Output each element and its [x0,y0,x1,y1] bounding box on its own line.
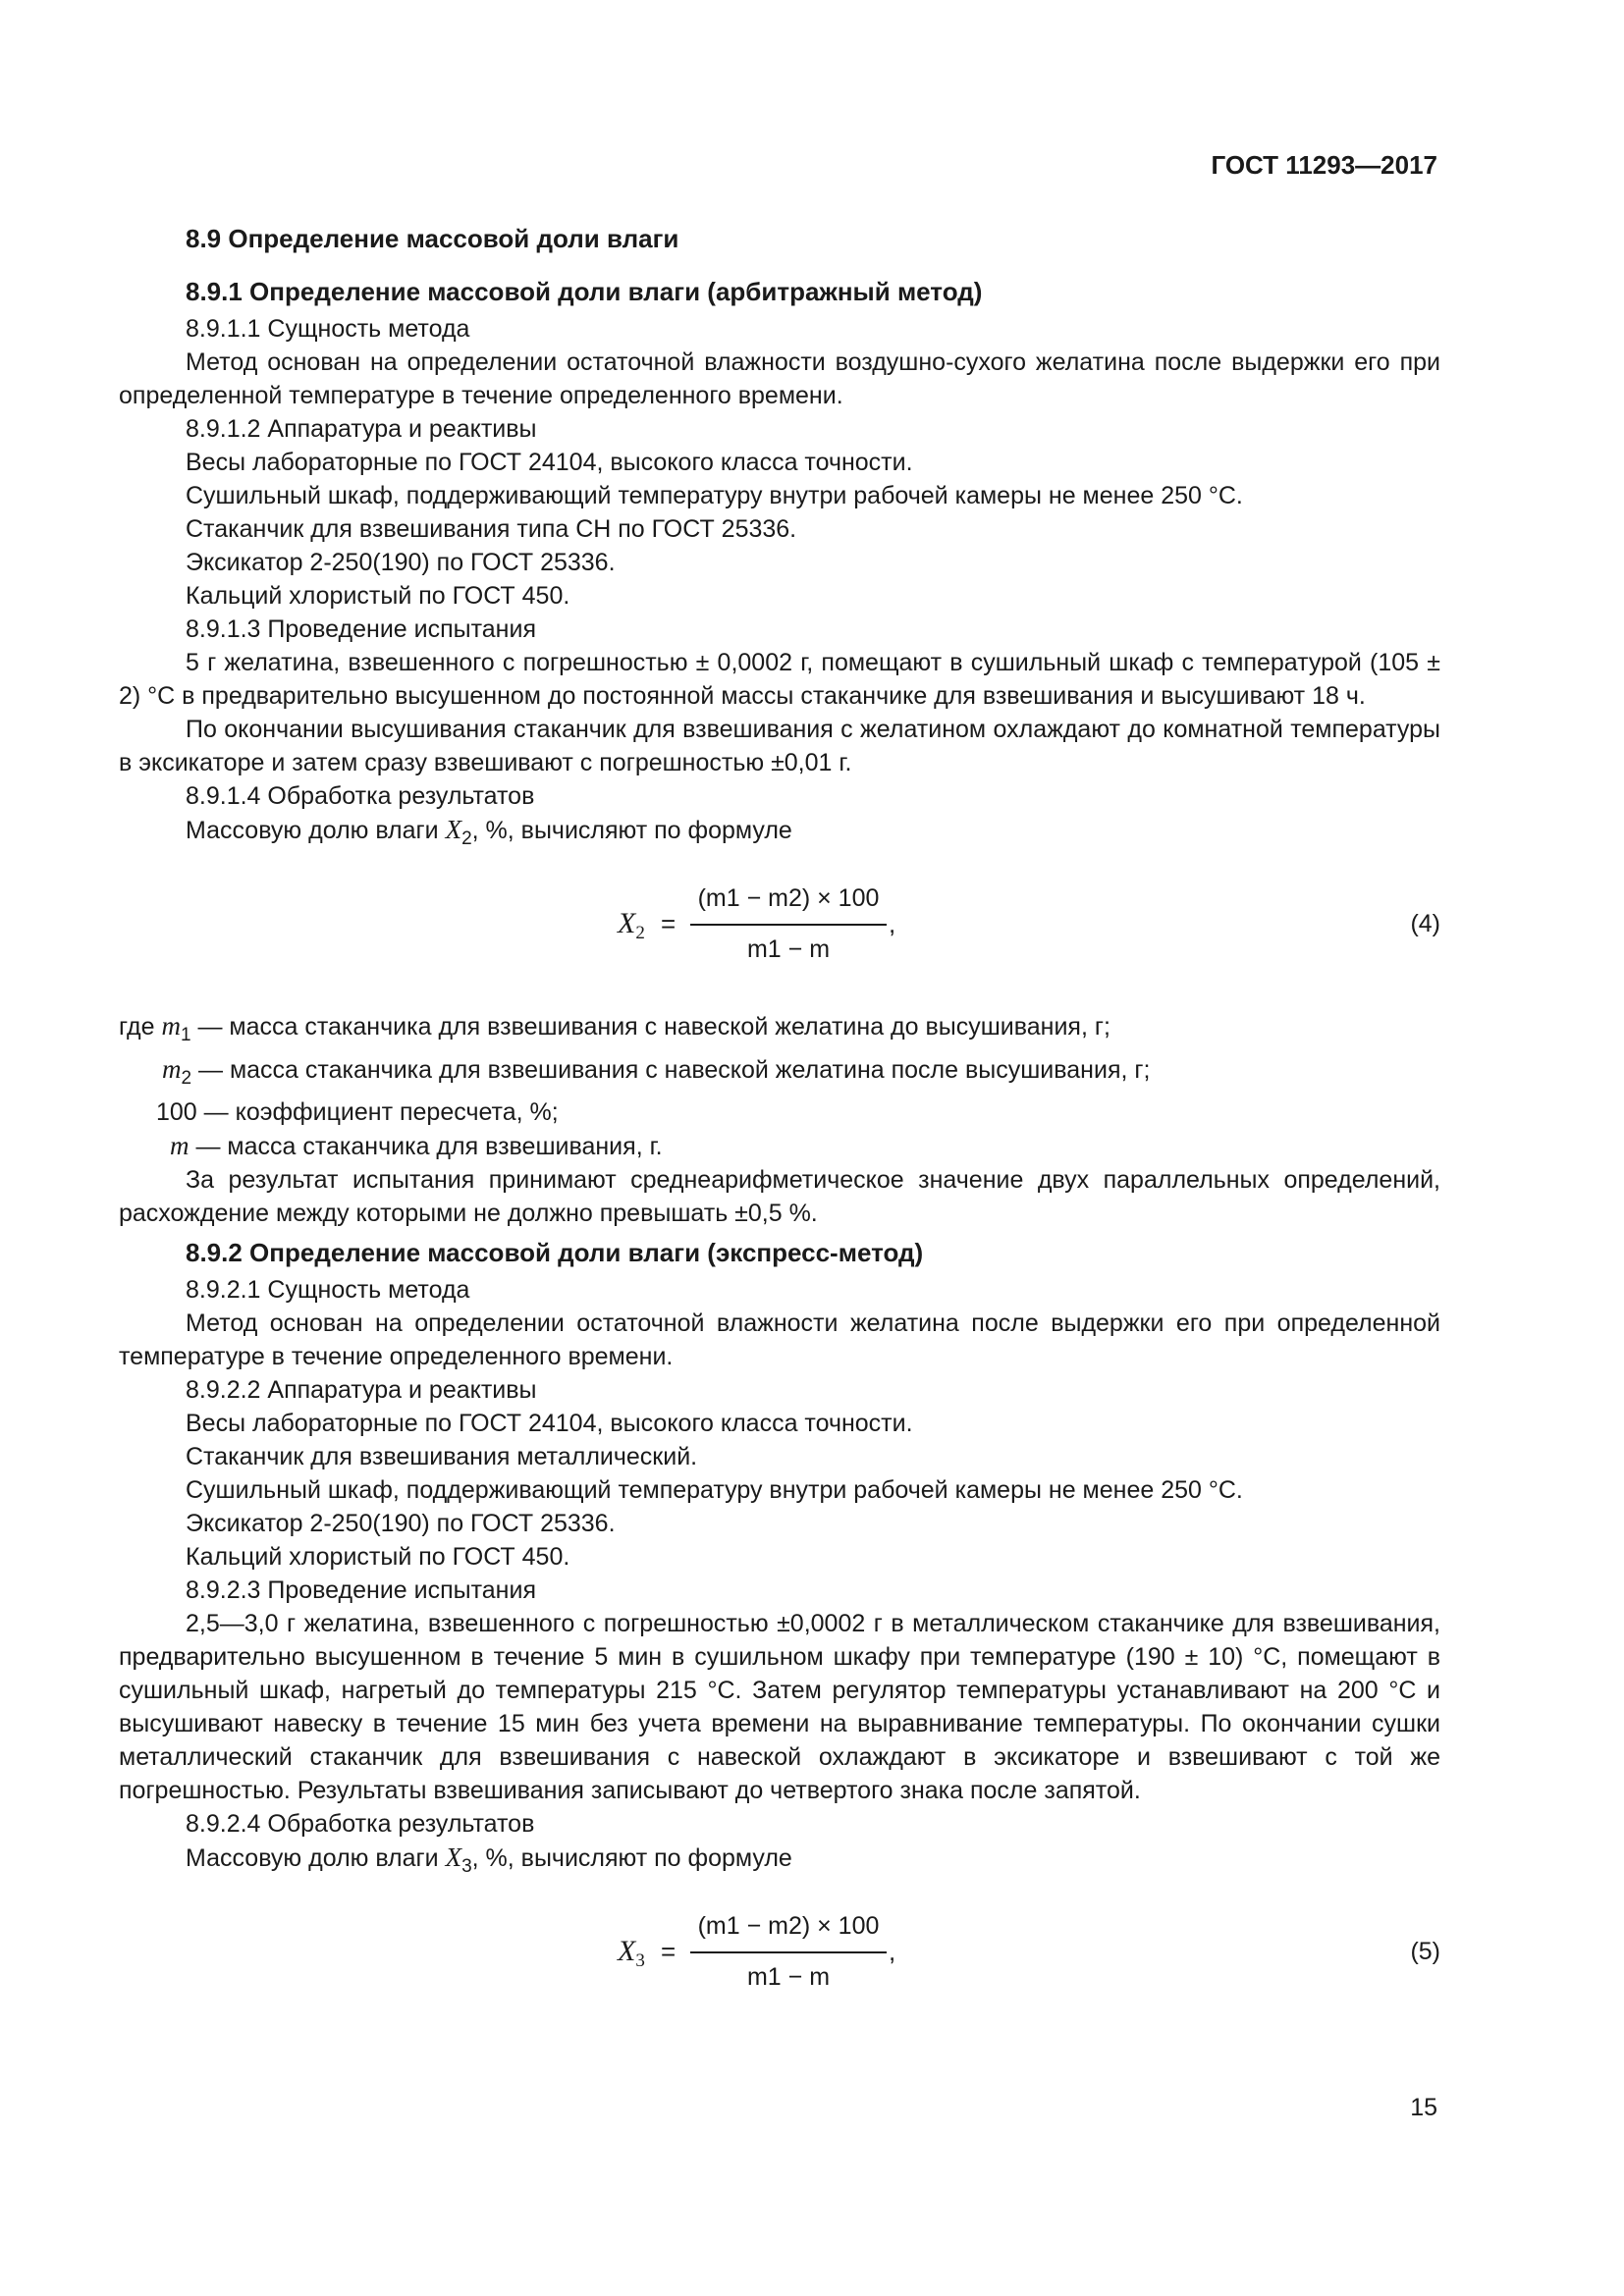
section-heading-8-9-1: 8.9.1 Определение массовой доли влаги (арбитражный метод) [186,277,983,306]
document-code: ГОСТ 11293—2017 [1211,150,1437,180]
formula-number: (4) [1410,910,1440,937]
formula-denominator: m1 − m [746,1963,831,1991]
subsection-8-9-2-1: 8.9.2.1 Сущность метода [186,1276,470,1304]
formula-numerator: (m1 − m2) × 100 [697,884,880,912]
formula-denominator: m1 − m [746,935,831,963]
formula-intro-pre: Массовую долю влаги [186,1844,446,1872]
equipment-item: Эксикатор 2-250(190) по ГОСТ 25336. [186,1510,616,1537]
formula-equals: = [661,909,677,938]
paragraph-method-essence: Метод основан на определении остаточной влажности желатина после выдержки его при определенной температуре в течение определенного времени. [119,1309,1440,1370]
subsection-8-9-1-4: 8.9.1.4 Обработка результатов [186,782,535,810]
formula-equals: = [661,1937,677,1966]
equipment-item: Весы лабораторные по ГОСТ 24104, высокого класса точности. [186,1410,913,1437]
formula-variable: $X_2$ [618,907,645,943]
paragraph-cooling: По окончании высушивания стаканчик для взвешивания с желатином охлаждают до комнатной температуры в эксикаторе и затем сразу взвешивают с погрешностью ±0,01 г. [119,716,1440,776]
formula-variable: $X_3$ [618,1935,645,1971]
paragraph-method-essence: Метод основан на определении остаточной влажности воздушно-сухого желатина после выдержки его при определенной температуре в течение определенного времени. [119,348,1440,409]
formula-5 [119,1897,1440,2013]
equipment-item: Кальций хлористый по ГОСТ 450. [186,1543,570,1571]
definition-m1: где $m_1$ — масса стаканчика для взвешивания с навеской желатина до высушивания, г; [119,1011,1110,1045]
section-heading-8-9-2: 8.9.2 Определение массовой доли влаги (экспресс-метод) [186,1238,924,1267]
formula-numerator: (m1 − m2) × 100 [697,1912,880,1940]
equipment-item: Сушильный шкаф, поддерживающий температуру внутри рабочей камеры не менее 250 °С. [186,1476,1243,1504]
equipment-item: Кальций хлористый по ГОСТ 450. [186,582,570,610]
equipment-item: Весы лабораторные по ГОСТ 24104, высокого класса точности. [186,449,913,476]
formula-intro-var: X [445,815,462,844]
equipment-item: Эксикатор 2-250(190) по ГОСТ 25336. [186,549,616,576]
subsection-8-9-1-3: 8.9.1.3 Проведение испытания [186,615,536,643]
formula-comma: , [889,1937,896,1966]
section-heading-8-9: 8.9 Определение массовой доли влаги [186,224,679,253]
equipment-item: Стаканчик для взвешивания металлический. [186,1443,698,1470]
formula-4 [119,870,1440,986]
definition-100: 100 — коэффициент пересчета, %; [156,1098,559,1126]
formula-intro-var: X [445,1842,462,1872]
subsection-8-9-2-4: 8.9.2.4 Обработка результатов [186,1810,535,1838]
equipment-item: Стаканчик для взвешивания типа СН по ГОСТ 25336. [186,515,797,543]
subsection-8-9-1-2: 8.9.1.2 Аппаратура и реактивы [186,415,537,443]
formula-intro-post: , %, вычисляют по формуле [471,1844,792,1872]
formula-number: (5) [1410,1938,1440,1965]
formula-intro-sub: 3 [461,1856,472,1877]
equipment-item: Сушильный шкаф, поддерживающий температуру внутри рабочей камеры не менее 250 °С. [186,482,1243,509]
subsection-8-9-1-1: 8.9.1.1 Сущность метода [186,315,470,343]
formula-intro [186,813,1440,856]
formula-comma: , [889,909,896,938]
page-number: 15 [1410,2094,1437,2121]
fraction-bar [690,924,887,926]
page-content [119,222,1440,2037]
definition-m2: $m_2$ — масса стаканчика для взвешивания с навеской желатина после высушивания, г; [162,1054,1151,1089]
paragraph-result: За результат испытания принимают среднеарифметическое значение двух параллельных определений, расхождение между которыми не должно превышать ±0,5 %. [119,1166,1440,1227]
fraction-bar [690,1951,887,1953]
subsection-8-9-2-3: 8.9.2.3 Проведение испытания [186,1576,536,1604]
paragraph-procedure: 5 г желатина, взвешенного с погрешностью ± 0,0002 г, помещают в сушильный шкаф с температурой (105 ± 2) °С в предварительно высушенном до постоянной массы стаканчике для взвешивания и высушивают 18 ч. [119,649,1440,710]
paragraph-procedure: 2,5—3,0 г желатина, взвешенного с погрешностью ±0,0002 г в металлическом стаканчике для взвешивания, предварительно высушенном в течение 5 мин в сушильном шкафу при температуре (190 ± 10) °С, помещают в сушильный шкаф, нагретый до температуры 215 °С. Затем регулятор температуры устанавливают на 200 °С и высушивают навеску в течение 15 мин без учета времени на выравнивание температуры. По окончании сушки металлический стаканчик для взвешивания с навеской охлаждают в эксикаторе и взвешивают с той же погрешностью. Результаты взвешивания записывают до четвертого знака после запятой. [119,1610,1440,1804]
formula-intro-post: , %, вычисляют по формуле [471,817,792,844]
formula-intro [186,1841,1440,1884]
formula-intro-sub: 2 [461,828,472,849]
subsection-8-9-2-2: 8.9.2.2 Аппаратура и реактивы [186,1376,537,1404]
formula-intro-pre: Массовую долю влаги [186,817,446,844]
definition-m: m — масса стаканчика для взвешивания, г. [170,1131,663,1160]
